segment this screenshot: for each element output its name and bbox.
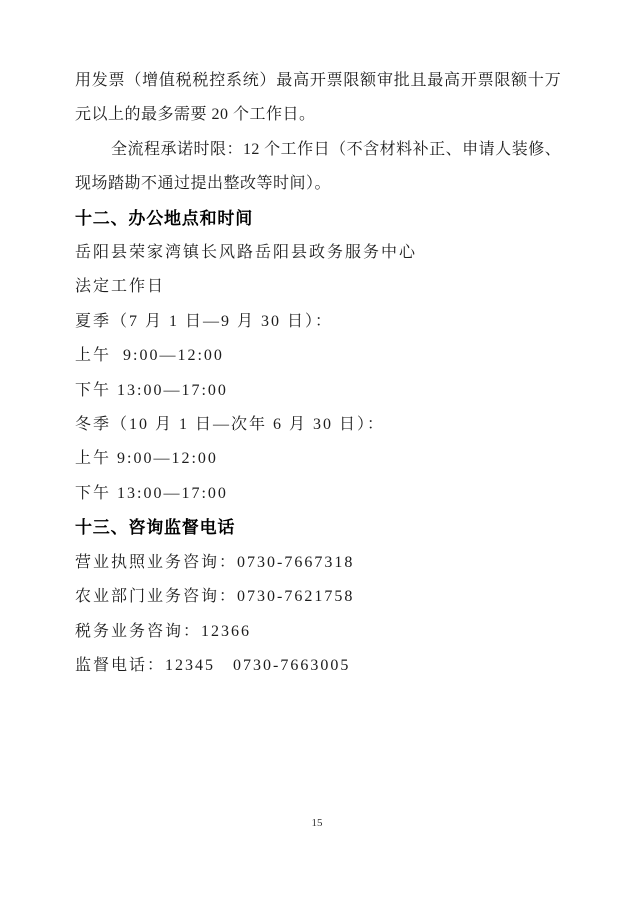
- paragraph-timelimit-line1: 全流程承诺时限：12 个工作日（不含材料补正、申请人装修、: [111, 140, 561, 158]
- summer-afternoon-hours: 下午 13:00—17:00: [75, 381, 228, 399]
- document-content: [75, 64, 561, 683]
- section-heading-phone-numbers: 十三、咨询监督电话: [75, 518, 236, 538]
- paragraph-timelimit-line2: 现场踏勘不通过提出整改等时间）。: [75, 175, 332, 193]
- paragraph-invoice-line1: 用发票（增值税税控系统）最高开票限额审批且最高开票限额十万: [75, 72, 561, 89]
- business-license-phone-line: 营业执照业务咨询：0730-7667318: [75, 553, 355, 571]
- office-address-line: 岳阳县荣家湾镇长风路岳阳县政务服务中心: [75, 244, 418, 262]
- page-number: 15: [311, 817, 323, 829]
- agriculture-phone-line: 农业部门业务咨询：0730-7621758: [75, 588, 355, 606]
- summer-morning-hours: 上午 9:00—12:00: [75, 347, 224, 365]
- section-heading-office-location: 十二、办公地点和时间: [75, 208, 253, 228]
- paragraph-invoice-line2: 元以上的最多需要 20 个工作日。: [75, 106, 316, 124]
- winter-morning-hours: 上午 9:00—12:00: [75, 450, 218, 468]
- summer-schedule-label: 夏季（7 月 1 日—9 月 30 日）：: [75, 312, 334, 330]
- workday-note-line: 法定工作日: [75, 278, 166, 296]
- tax-phone-line: 税务业务咨询：12366: [75, 622, 252, 640]
- winter-afternoon-hours: 下午 13:00—17:00: [75, 484, 228, 502]
- supervision-phone-line: 监督电话：12345 0730-7663005: [75, 656, 351, 674]
- winter-schedule-label: 冬季（10 月 1 日—次年 6 月 30 日）：: [75, 416, 386, 434]
